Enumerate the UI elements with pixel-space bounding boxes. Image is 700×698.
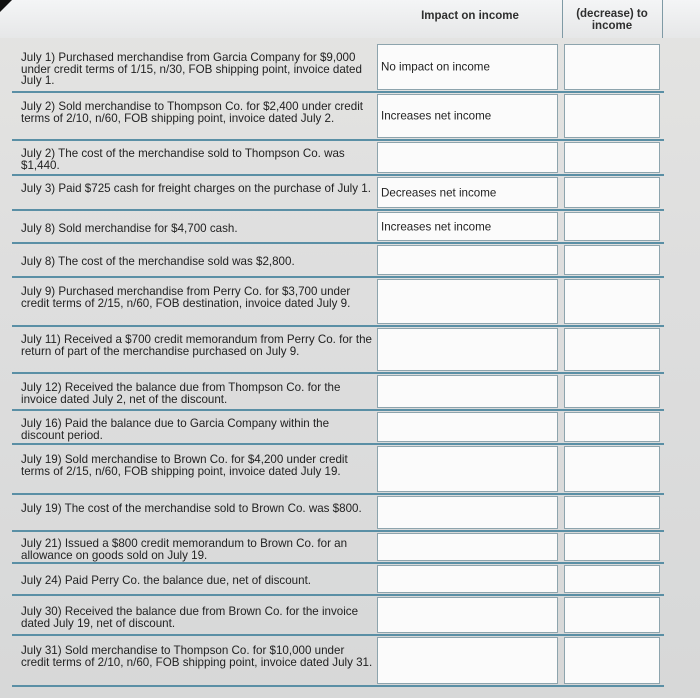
corner-marker — [0, 0, 12, 12]
transaction-description: July 12) Received the balance due from Thompson Co. for the invoice dated July 2, net of the discount. — [21, 381, 341, 406]
impact-input[interactable] — [377, 565, 558, 593]
impact-input[interactable] — [377, 142, 558, 173]
impact-input[interactable] — [377, 496, 558, 529]
amount-input[interactable] — [564, 279, 660, 324]
amount-input[interactable] — [564, 496, 660, 529]
impact-input[interactable] — [377, 597, 558, 633]
amount-input[interactable] — [564, 375, 660, 408]
table-row — [0, 563, 700, 595]
transaction-description: July 21) Issued a $800 credit memorandum to Brown Co. for an allowance on goods sold on July 19. — [21, 537, 348, 562]
transaction-description: July 24) Paid Perry Co. the balance due, net of discount. — [21, 574, 312, 587]
table-row — [0, 42, 700, 92]
table-row — [0, 373, 700, 410]
table-row — [0, 210, 700, 243]
table-row — [0, 444, 700, 494]
table-row — [0, 410, 700, 444]
table-row — [0, 326, 700, 373]
table-row — [0, 140, 700, 175]
impact-input[interactable] — [377, 279, 558, 324]
transaction-description: July 30) Received the balance due from Brown Co. for the invoice dated July 19, net of discount. — [21, 605, 359, 630]
transaction-description: July 19) The cost of the merchandise sold to Brown Co. was $800. — [21, 502, 362, 515]
transaction-description: July 8) Sold merchandise for $4,700 cash. — [21, 222, 238, 235]
row-divider — [12, 685, 664, 687]
table-row — [0, 277, 700, 326]
amount-input[interactable] — [564, 44, 660, 90]
amount-input[interactable] — [564, 177, 660, 208]
impact-input[interactable] — [377, 637, 558, 684]
table-row — [0, 635, 700, 686]
table-row — [0, 92, 700, 140]
amount-input[interactable] — [564, 637, 660, 684]
impact-input[interactable] — [377, 412, 558, 442]
impact-input[interactable] — [377, 177, 558, 208]
amount-input[interactable] — [564, 212, 660, 241]
impact-value: No impact on income — [381, 60, 490, 74]
impact-input[interactable] — [377, 446, 558, 492]
transaction-description: July 8) The cost of the merchandise sold was $2,800. — [21, 255, 295, 268]
amount-input[interactable] — [564, 565, 660, 593]
transaction-description: July 11) Received a $700 credit memorandum from Perry Co. for the return of part of the merchandise purchased on July 9. — [21, 333, 372, 358]
impact-input[interactable] — [377, 328, 558, 371]
amount-header-line1: (decrease) to — [576, 8, 648, 20]
impact-value: Decreases net income — [381, 186, 497, 199]
table-row — [0, 243, 700, 277]
table-row — [0, 531, 700, 563]
transaction-description: July 3) Paid $725 cash for freight charges on the purchase of July 1. — [21, 182, 371, 195]
transaction-description: July 2) The cost of the merchandise sold to Thompson Co. was $1,440. — [21, 147, 345, 172]
transaction-description: July 2) Sold merchandise to Thompson Co. for $2,400 under credit terms of 2/10, n/60, FOB shipping point, invoice dated July 2. — [21, 100, 363, 125]
header-divider-left — [562, 0, 563, 38]
impact-input[interactable] — [377, 94, 558, 138]
impact-header-label: Impact on income — [421, 10, 519, 22]
transaction-description: July 19) Sold merchandise to Brown Co. for $4,200 under credit terms of 2/15, n/60, FOB shipping point, invoice dated July 19. — [21, 453, 348, 478]
impact-input[interactable] — [377, 44, 558, 90]
header-divider-right — [662, 0, 663, 38]
table-row — [0, 494, 700, 531]
amount-input[interactable] — [564, 328, 660, 371]
amount-input[interactable] — [564, 533, 660, 561]
table-row — [0, 175, 700, 210]
amount-input[interactable] — [564, 597, 660, 633]
amount-header-line2: income — [591, 20, 633, 32]
impact-input[interactable] — [377, 533, 558, 561]
amount-input[interactable] — [564, 142, 660, 173]
impact-input[interactable] — [377, 375, 558, 408]
amount-input[interactable] — [564, 94, 660, 138]
table-row — [0, 595, 700, 635]
amount-input[interactable] — [564, 412, 660, 442]
transaction-description: July 1) Purchased merchandise from Garcia Company for $9,000 under credit terms of 1/15, n/30, FOB shipping point, invoice dated July 1. — [21, 51, 362, 87]
transaction-description: July 31) Sold merchandise to Thompson Co. for $10,000 under credit terms of 2/10, n/60, FOB shipping point, invoice dated July 31. — [21, 644, 373, 669]
transaction-description: July 9) Purchased merchandise from Perry Co. for $3,700 under credit terms of 2/15, n/60, FOB destination, invoice dated July 9. — [21, 285, 351, 310]
impact-column-header — [382, 10, 558, 22]
amount-column-header — [562, 8, 662, 32]
impact-value: Increases net income — [381, 220, 492, 233]
transaction-description: July 16) Paid the balance due to Garcia Company within the discount period. — [21, 417, 330, 442]
amount-input[interactable] — [564, 245, 660, 275]
impact-input[interactable] — [377, 212, 558, 241]
amount-input[interactable] — [564, 446, 660, 492]
impact-value: Increases net income — [381, 109, 492, 123]
impact-input[interactable] — [377, 245, 558, 275]
